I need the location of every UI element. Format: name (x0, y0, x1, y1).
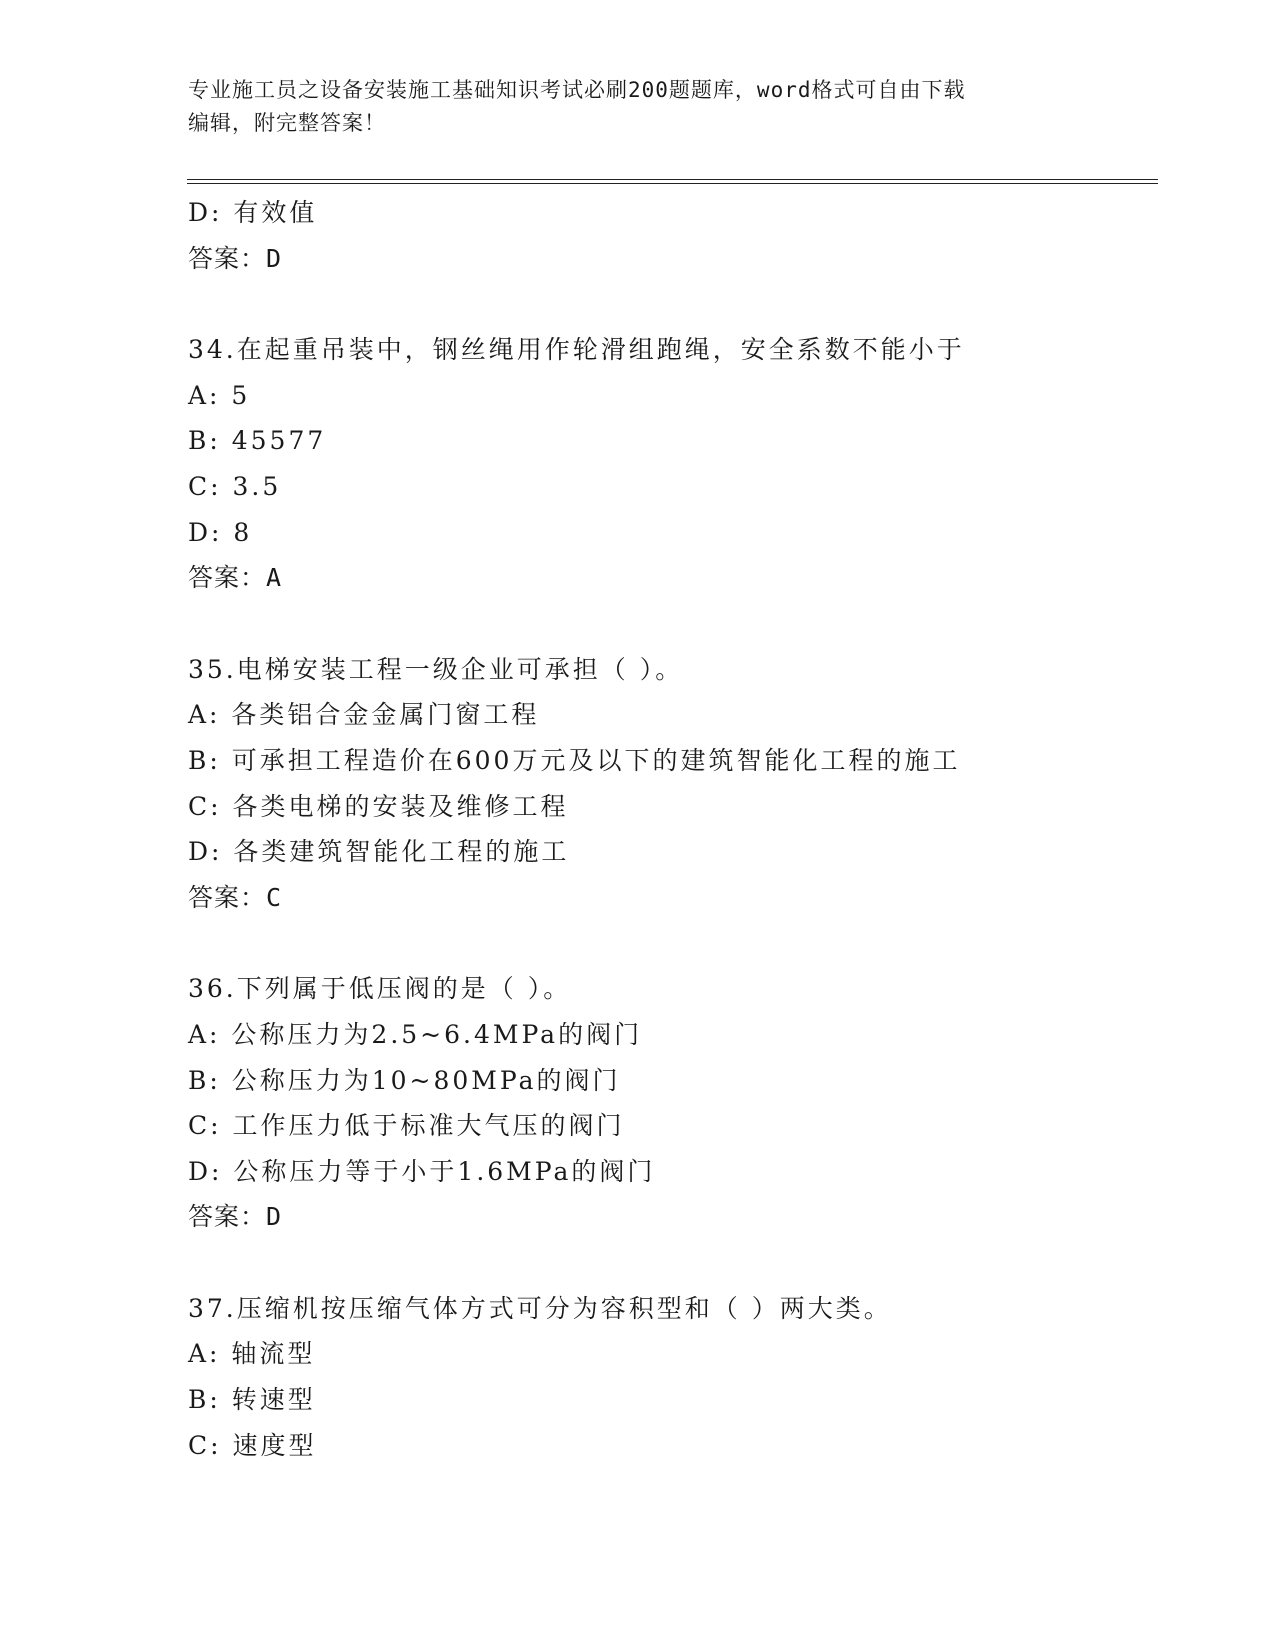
header-rule-bottom (187, 183, 1158, 184)
question-text: 34.在起重吊装中，钢丝绳用作轮滑组跑绳，安全系数不能小于 (188, 335, 965, 365)
answer: 答案：D (188, 1202, 283, 1232)
header-line-1: 专业施工员之设备安装施工基础知识考试必刷200题题库，word格式可自由下载 (188, 78, 966, 102)
carryover-answer: 答案：D (188, 243, 283, 273)
option-c: C: 3.5 (188, 471, 282, 501)
option-c: C: 各类电梯的安装及维修工程 (188, 791, 569, 821)
option-c: C: 工作压力低于标准大气压的阀门 (188, 1111, 625, 1141)
option-b: B: 可承担工程造价在600万元及以下的建筑智能化工程的施工 (188, 745, 961, 775)
option-d: D: 各类建筑智能化工程的施工 (188, 837, 570, 867)
question-37 (188, 1286, 1188, 1468)
header-rule-top (187, 179, 1158, 180)
option-d: D: 公称压力等于小于1.6MPa的阀门 (188, 1156, 656, 1186)
option-b: B: 45577 (188, 426, 327, 456)
carryover-option-d: D: 有效值 (188, 198, 318, 227)
option-d: D: 8 (188, 517, 253, 547)
header-line-2: 编辑，附完整答案！ (188, 111, 386, 135)
question-text: 36.下列属于低压阀的是（ ）。 (188, 974, 572, 1004)
question-36 (188, 966, 1188, 1240)
option-b: B: 转速型 (188, 1385, 316, 1415)
option-a: A: 各类铝合金金属门窗工程 (188, 700, 540, 730)
document-header (188, 74, 1088, 140)
answer: 答案：A (188, 563, 283, 593)
answer: 答案：C (188, 882, 283, 912)
option-a: A: 轴流型 (188, 1339, 316, 1369)
question-text: 35.电梯安装工程一级企业可承担（ ）。 (188, 654, 684, 684)
option-a: A: 5 (188, 380, 251, 410)
question-34 (188, 327, 1188, 601)
question-35 (188, 647, 1188, 921)
option-c: C: 速度型 (188, 1430, 317, 1460)
option-b: B: 公称压力为10~80MPa的阀门 (188, 1065, 621, 1095)
option-a: A: 公称压力为2.5~6.4MPa的阀门 (188, 1019, 643, 1049)
question-text: 37.压缩机按压缩气体方式可分为容积型和（ ）两大类。 (188, 1293, 892, 1323)
question-list (188, 190, 1188, 1468)
